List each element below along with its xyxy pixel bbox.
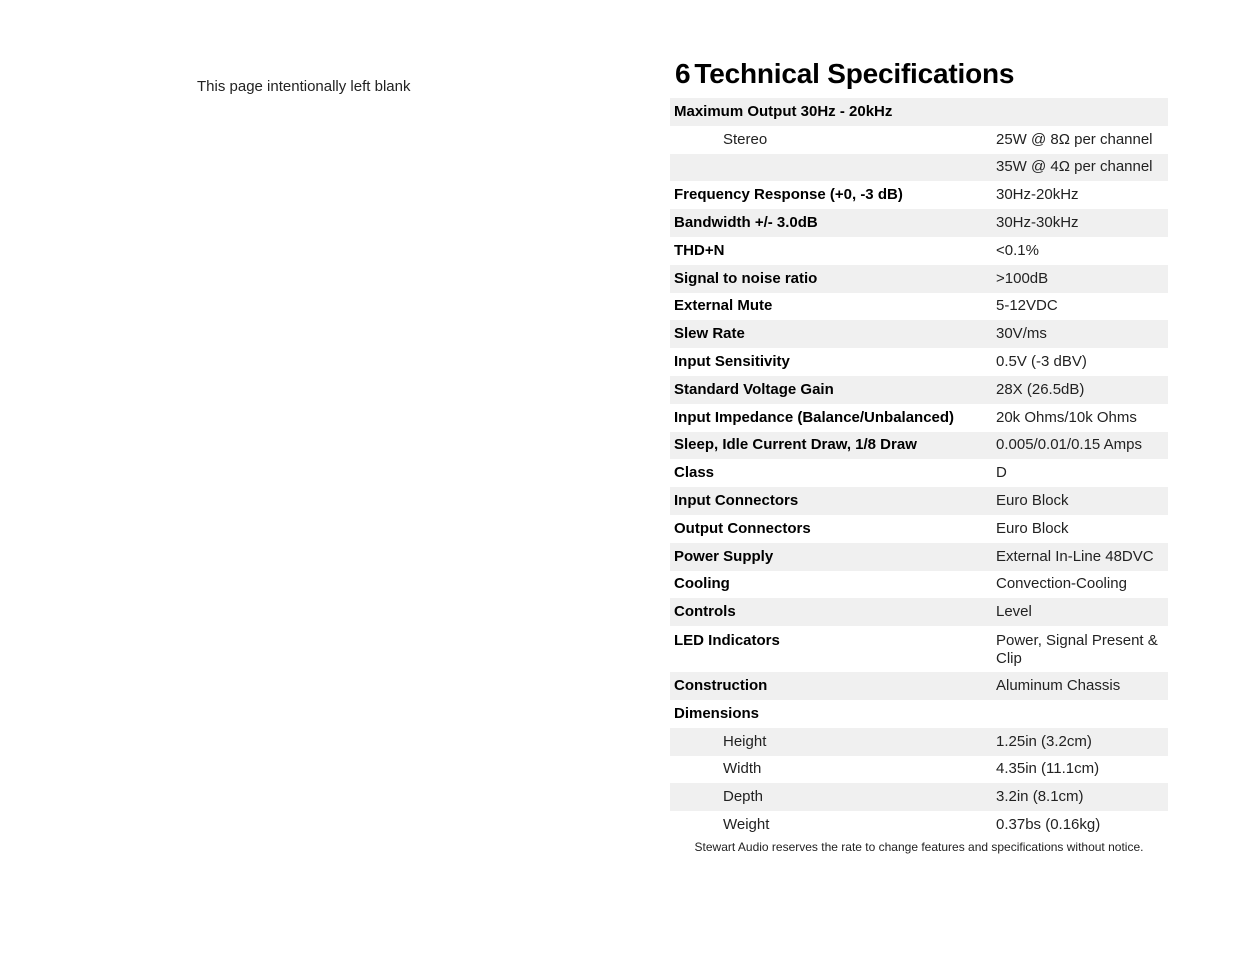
spec-label: Construction bbox=[674, 677, 768, 695]
section-number: 6 bbox=[675, 58, 691, 89]
spec-value: 30Hz-30kHz bbox=[996, 214, 1079, 232]
spec-value: 28X (26.5dB) bbox=[996, 380, 1085, 398]
spec-row bbox=[670, 459, 1168, 487]
spec-label: Cooling bbox=[674, 575, 730, 593]
spec-label: Width bbox=[723, 760, 762, 778]
spec-label: Stereo bbox=[723, 130, 768, 148]
spec-label: Standard Voltage Gain bbox=[674, 380, 834, 398]
spec-value: Power, Signal Present & Clip bbox=[996, 632, 1158, 668]
spec-label: Controls bbox=[674, 603, 736, 621]
spec-label: LED Indicators bbox=[674, 632, 780, 650]
spec-row bbox=[670, 237, 1168, 265]
spec-table-body bbox=[670, 98, 1168, 839]
spec-row bbox=[670, 293, 1168, 321]
spec-value: Aluminum Chassis bbox=[996, 677, 1121, 695]
spec-row bbox=[670, 348, 1168, 376]
spec-label: Bandwidth +/- 3.0dB bbox=[674, 214, 818, 232]
blank-page-note: This page intentionally left blank bbox=[197, 78, 411, 95]
spec-label bbox=[670, 154, 983, 182]
left-page bbox=[0, 0, 617, 954]
spec-label: External Mute bbox=[674, 297, 773, 315]
footnote: Stewart Audio reserves the rate to change features and specifications without notice. bbox=[694, 840, 1144, 854]
spec-row bbox=[670, 811, 1168, 839]
spec-row bbox=[670, 181, 1168, 209]
spec-label: Maximum Output 30Hz - 20kHz bbox=[674, 102, 893, 120]
spec-row bbox=[670, 543, 1168, 571]
spec-label: Signal to noise ratio bbox=[674, 269, 818, 287]
spec-label: Frequency Response (+0, -3 dB) bbox=[674, 186, 903, 204]
spec-value: 4.35in (11.1cm) bbox=[996, 760, 1100, 778]
spec-value: Euro Block bbox=[996, 519, 1069, 537]
spec-row bbox=[670, 728, 1168, 756]
spec-value bbox=[983, 700, 1168, 728]
spec-value: 30V/ms bbox=[996, 325, 1047, 343]
spec-row bbox=[670, 571, 1168, 599]
spec-value: Level bbox=[996, 603, 1032, 621]
spec-value: 0.005/0.01/0.15 Amps bbox=[996, 436, 1142, 454]
spec-label: Weight bbox=[723, 816, 770, 834]
spec-label: Dimensions bbox=[674, 704, 760, 722]
spec-label: Sleep, Idle Current Draw, 1/8 Draw bbox=[674, 436, 917, 454]
spec-value: 35W @ 4Ω per channel bbox=[996, 158, 1153, 176]
spec-label: Input Impedance (Balance/Unbalanced) bbox=[674, 408, 955, 426]
spec-row bbox=[670, 154, 1168, 182]
spec-value: 3.2in (8.1cm) bbox=[996, 788, 1084, 806]
spec-row bbox=[670, 783, 1168, 811]
spec-row bbox=[670, 376, 1168, 404]
spec-value: >100dB bbox=[996, 269, 1049, 287]
spec-label: Power Supply bbox=[674, 547, 774, 565]
spec-row bbox=[670, 209, 1168, 237]
spec-value: 5-12VDC bbox=[996, 297, 1058, 315]
spec-row bbox=[670, 126, 1168, 154]
spec-row bbox=[670, 756, 1168, 784]
spec-label: Output Connectors bbox=[674, 519, 811, 537]
spec-row bbox=[670, 700, 1168, 728]
spec-row bbox=[670, 487, 1168, 515]
spec-row bbox=[670, 672, 1168, 700]
spec-row bbox=[670, 432, 1168, 460]
spec-label: Depth bbox=[723, 788, 764, 806]
spec-value: 25W @ 8Ω per channel bbox=[996, 130, 1153, 148]
spec-row bbox=[670, 404, 1168, 432]
spec-label: Slew Rate bbox=[674, 325, 745, 343]
spec-value: <0.1% bbox=[996, 241, 1039, 259]
section-title: Technical Specifications bbox=[694, 58, 1015, 89]
spec-row bbox=[670, 515, 1168, 543]
section-heading bbox=[675, 58, 1014, 90]
spec-value: External In-Line 48DVC bbox=[996, 547, 1154, 565]
spec-label: Input Sensitivity bbox=[674, 353, 790, 371]
spec-value bbox=[983, 98, 1168, 126]
spec-row bbox=[670, 626, 1168, 672]
spec-value: 1.25in (3.2cm) bbox=[996, 732, 1092, 750]
spec-value: Convection-Cooling bbox=[996, 575, 1127, 593]
spec-value: Euro Block bbox=[996, 492, 1069, 510]
spec-label: THD+N bbox=[674, 241, 725, 259]
spec-table bbox=[670, 98, 1168, 839]
spec-value: 0.37bs (0.16kg) bbox=[996, 816, 1101, 834]
spec-label: Height bbox=[723, 732, 767, 750]
spec-value: 0.5V (-3 dBV) bbox=[996, 353, 1087, 371]
spec-value: D bbox=[996, 464, 1007, 482]
spec-row bbox=[670, 320, 1168, 348]
spec-label: Input Connectors bbox=[674, 492, 799, 510]
spec-row bbox=[670, 98, 1168, 126]
spec-row bbox=[670, 598, 1168, 626]
spec-value: 30Hz-20kHz bbox=[996, 186, 1079, 204]
spec-row bbox=[670, 265, 1168, 293]
spec-value: 20k Ohms/10k Ohms bbox=[996, 408, 1137, 426]
spec-label: Class bbox=[674, 464, 715, 482]
